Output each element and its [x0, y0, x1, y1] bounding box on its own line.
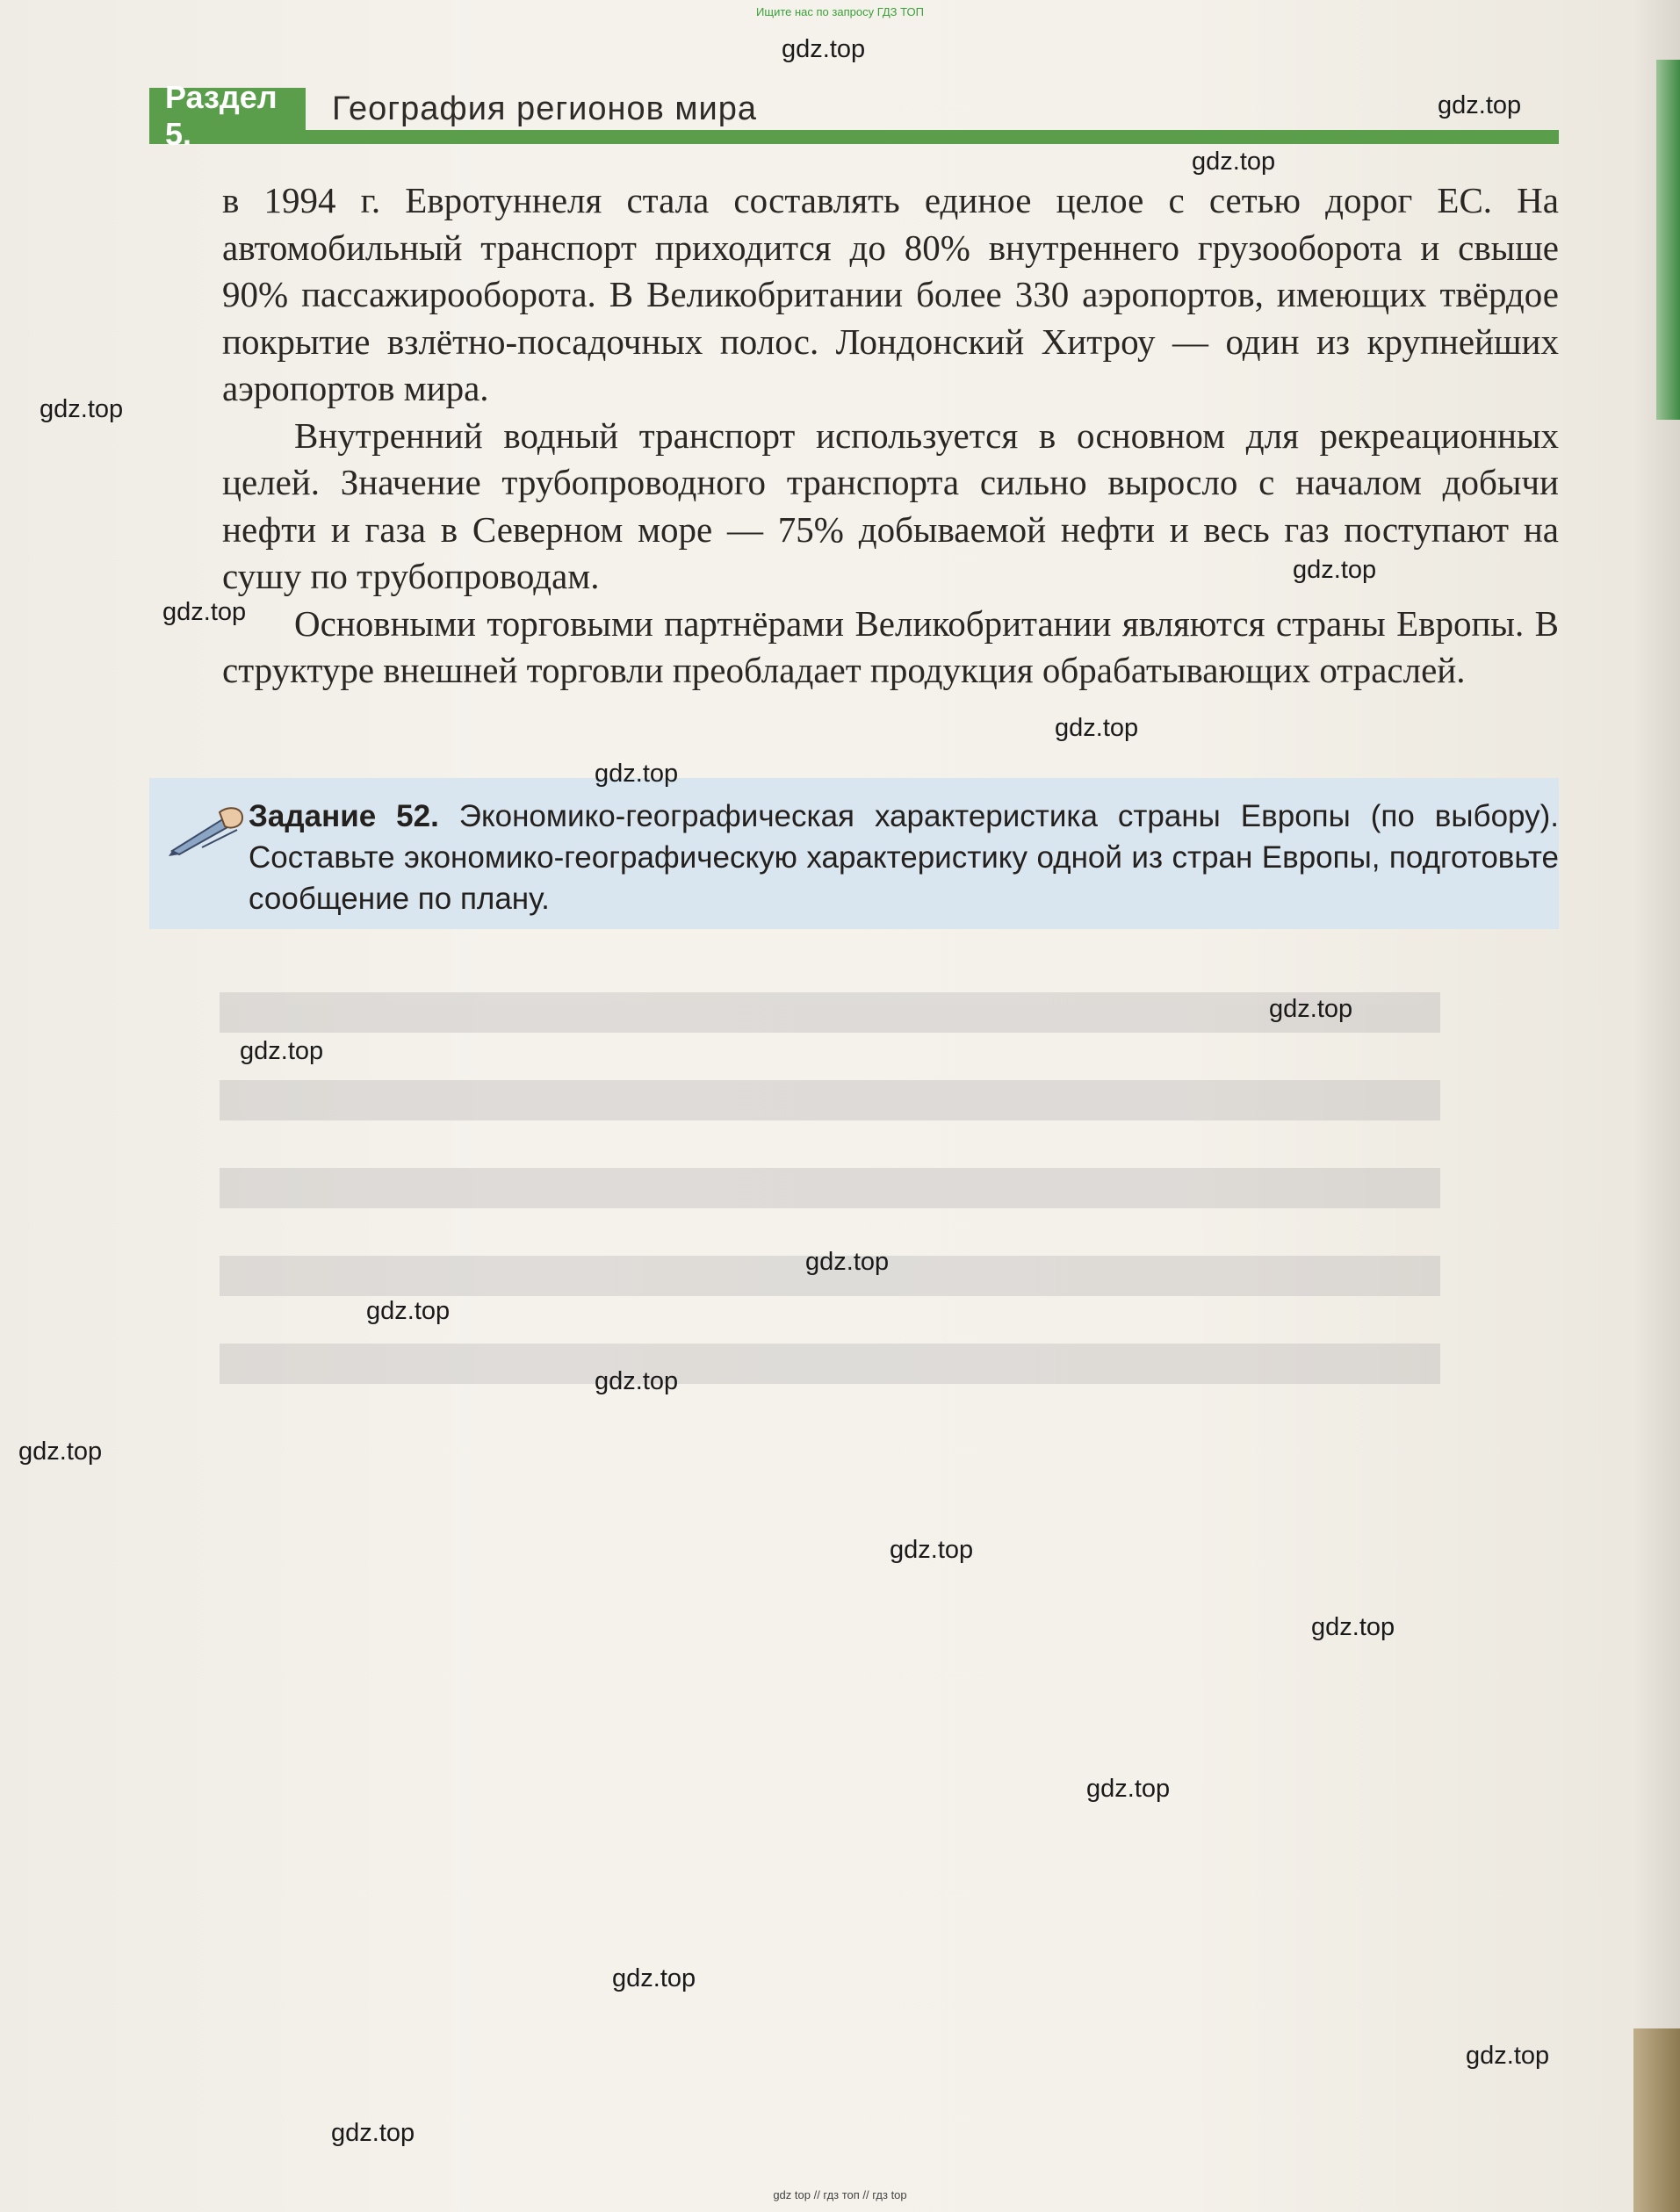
- watermark: gdz.top: [782, 35, 866, 63]
- watermark: gdz.top: [1055, 714, 1139, 742]
- task-text: [249, 796, 1559, 919]
- paragraph: Основными торговыми партнёрами Великобритании являются страны Европы. В структуре внешней торговли преобладает продукция обрабатывающих отраслей.: [222, 602, 1559, 690]
- watermark: gdz.top: [18, 1437, 103, 1466]
- page-edge-brown-tab: [1633, 2028, 1680, 2212]
- top-note: Ищите нас по запросу ГДЗ ТОП: [756, 5, 924, 18]
- watermark: gdz.top: [595, 760, 679, 788]
- watermark: gdz.top: [162, 598, 247, 626]
- paragraph: в 1994 г. Евротуннеля стала составлять единое целое с сетью дорог ЕС. На автомобильный транспорт приходится до 80% внутреннего грузооборота и свыше 90% пассажирооборота. В Великобритании более 330 аэропортов, имеющих твёрдое покрытие взлётно-посадочных полос. Лондонский Хитроу — один из крупнейших аэропортов мира.: [222, 180, 1559, 408]
- watermark: gdz.top: [1269, 995, 1353, 1023]
- body-text: [222, 177, 1559, 695]
- paragraph: Внутренний водный транспорт используется в основном для рекреационных целей. Значение трубопроводного транспорта сильно выросло с началом добычи нефти и газа в Северном море — 75% добываемой нефти и весь газ поступают на сушу по трубопроводам.: [222, 414, 1559, 596]
- watermark: gdz.top: [1086, 1775, 1171, 1803]
- watermark: gdz.top: [612, 1964, 696, 1992]
- section-title-bar: [306, 88, 1559, 144]
- watermark: gdz.top: [331, 2119, 415, 2147]
- watermark: gdz.top: [890, 1536, 974, 1564]
- task-label: Задание 52.: [249, 799, 439, 833]
- pencil-hand-icon: [167, 803, 246, 856]
- watermark: gdz.top: [40, 395, 124, 423]
- watermark: gdz.top: [1466, 2042, 1550, 2070]
- watermark: gdz.top: [805, 1248, 890, 1276]
- section-number-badge: Раздел 5.: [149, 88, 306, 144]
- watermark: gdz.top: [366, 1297, 451, 1325]
- section-header: [149, 79, 1559, 152]
- watermark: gdz.top: [240, 1037, 324, 1065]
- watermark: gdz.top: [1438, 91, 1522, 119]
- watermark: gdz.top: [1293, 556, 1377, 584]
- bottom-note: gdz top // гдз топ // гдз top: [773, 2188, 907, 2201]
- watermark: gdz.top: [1311, 1613, 1395, 1641]
- bleed-through-figure: [220, 957, 1554, 1510]
- watermark: gdz.top: [595, 1367, 679, 1395]
- watermark: gdz.top: [1192, 148, 1276, 176]
- section-title: География регионов мира: [332, 90, 758, 127]
- task-description: Экономико-географическая характеристика страны Европы (по выбору). Составьте экономико-географическую характеристику одной из стран Европы, подготовьте сообщение по плану.: [249, 799, 1559, 916]
- page-edge-green-tab: [1656, 60, 1680, 420]
